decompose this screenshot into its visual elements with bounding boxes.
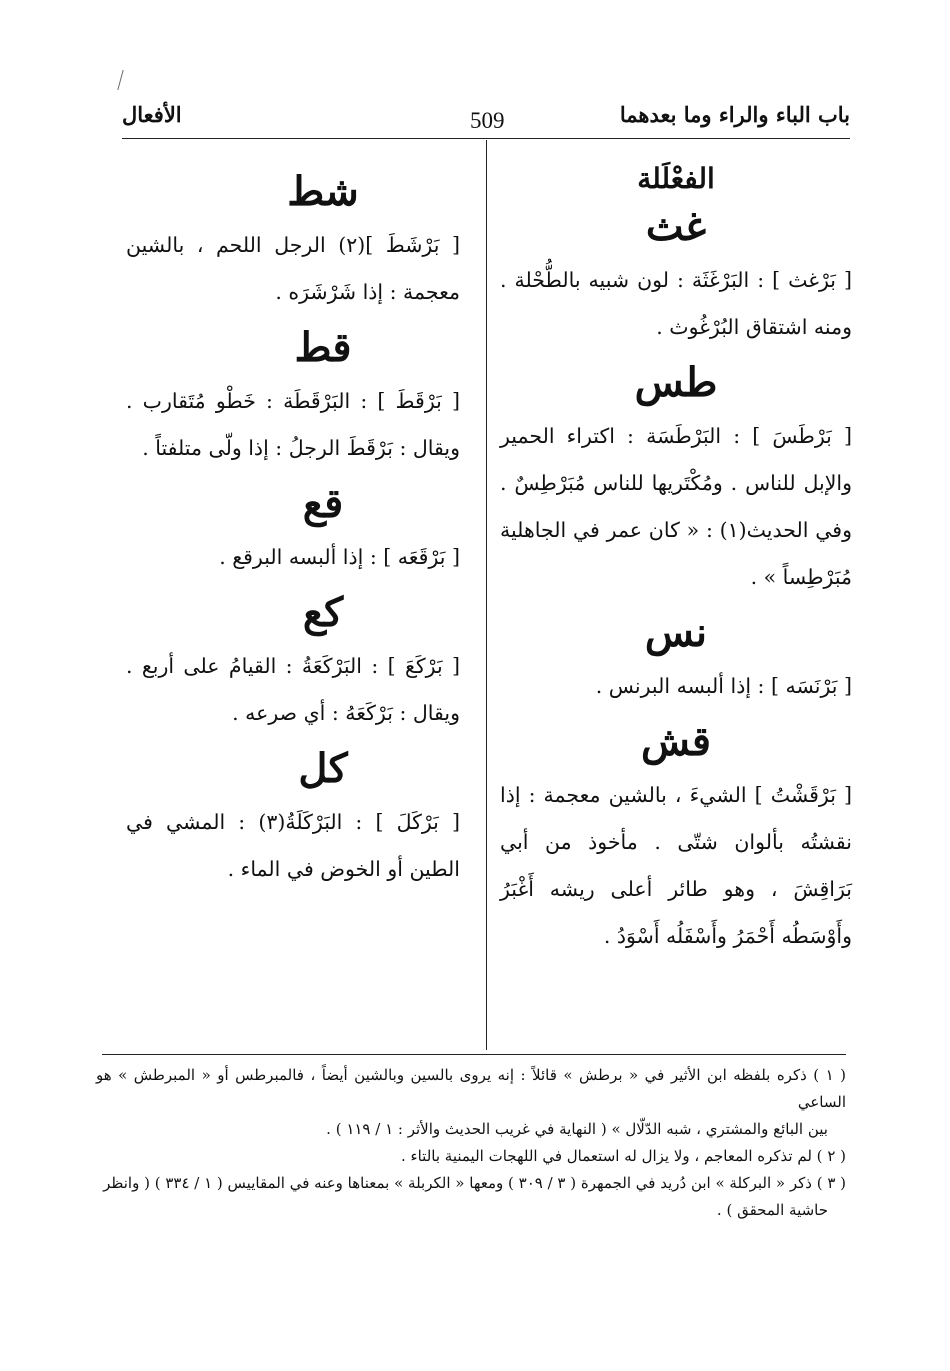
page-header (122, 98, 850, 138)
page-number: 509 (470, 108, 505, 133)
entry-heading: نس (644, 608, 708, 656)
entry (500, 358, 852, 601)
entry-text: [ بَرْطَسَ ] : البَرْطَسَة : اكتراء الحمير والإبل للناس . ومُكْتَريها للناس مُبَرْطِسٌ . وفي الحديث(١) : « كان عمر في الجاهلية مُبَرْطِساً » . (500, 423, 852, 589)
footnote-continuation: حاشية المحقق ) . (716, 1201, 828, 1219)
entry (126, 326, 460, 472)
entry (126, 170, 460, 316)
entry (126, 591, 460, 737)
entry-text: [ بَرْغث ] : البَرْغَثَة : لون شبيه بالطُّحْلة . ومنه اشتقاق البُرْغُوث . (500, 267, 852, 339)
chapter-title: الأفعال (122, 102, 182, 127)
entry-text: [ بَرْكَلَ ] : البَرْكَلَةُ(٣) : المشي في الطين أو الخوض في الماء . (126, 810, 460, 881)
entry-text: [ بَرْشَطَ ](٢) الرجل اللحم ، بالشين معجمة : إذا شَرْشَرَه . (126, 233, 460, 304)
entry-heading: قط (294, 324, 352, 371)
entry-text: [ بَرْقَعَه ] : إذا ألبسه البرقع . (219, 545, 460, 569)
entry (126, 747, 460, 893)
entry (500, 717, 852, 960)
footnote: ( ٢ ) لم تذكره المعاجم ، ولا يزال له استعمال في اللهجات اليمنية بالتاء . (401, 1147, 846, 1165)
margin-pencil-mark (117, 70, 129, 90)
entry-heading: شط (287, 168, 359, 215)
entry-text: [ بَرْقَطَ ] : البَرْقَطَة : خَطْو مُتَقارب . ويقال : بَرْقَطَ الرجلُ : إذا ولّى متلفتاً . (126, 389, 460, 460)
column-divider (486, 140, 487, 1050)
chapter-heading: الفعْلَلة (637, 162, 715, 195)
entry-text: [ بَرْقَشْتُ ] الشيءَ ، بالشين معجمة : إذا نقشتُه بألوان شتّى . مأخوذ من أبي بَرَاقِشَ ، وهو طائر أعلى ريشه أَغْبَرُ وأَوْسَطُه أَحْمَرُ وأَسْفَلُه أَسْوَدُ . (500, 782, 852, 948)
entry-heading: كع (302, 589, 344, 636)
footnote-continuation: بين البائع والمشتري ، شبه الدّلّال » ( النهاية في غريب الحديث والأثر : ١ / ١١٩ ) . (326, 1120, 828, 1138)
footnote: ( ٣ ) ذكر « البركلة » ابن دُريد في الجمهرة ( ٣ / ٣٠٩ ) ومعها « الكربلة » بمعناها وعنه في المقاييس ( ١ / ٣٣٤ ) ( وانظر (103, 1174, 846, 1192)
entry-heading: قع (302, 480, 344, 527)
footnote: ( ١ ) ذكره بلفظه ابن الأثير في « برطش » قائلاً : إنه يروى بالسين وبالشين أيضاً ، فالمبرطس أو « المبرطش » هو الساعي (96, 1066, 847, 1111)
section-title: باب الباء والراء وما بعدهما (619, 102, 850, 127)
entry-text: [ بَرْكَعَ ] : البَرْكَعَةُ : القيامُ على أربع . ويقال : بَرْكَعَهُ : أي صرعه . (126, 654, 460, 725)
entry-heading: غث (645, 202, 707, 250)
footnotes (96, 1062, 846, 1224)
right-column (500, 160, 852, 960)
entry-heading: كل (298, 745, 348, 792)
left-column (126, 160, 460, 893)
header-rule (122, 138, 850, 139)
entry (500, 202, 852, 351)
entry (500, 608, 852, 710)
entry-heading: طس (634, 358, 718, 406)
entry-text: [ بَرْنَسَه ] : إذا ألبسه البرنس . (595, 673, 852, 698)
entry-heading: قش (640, 717, 712, 765)
footnote-rule (102, 1054, 846, 1055)
entry (126, 482, 460, 581)
